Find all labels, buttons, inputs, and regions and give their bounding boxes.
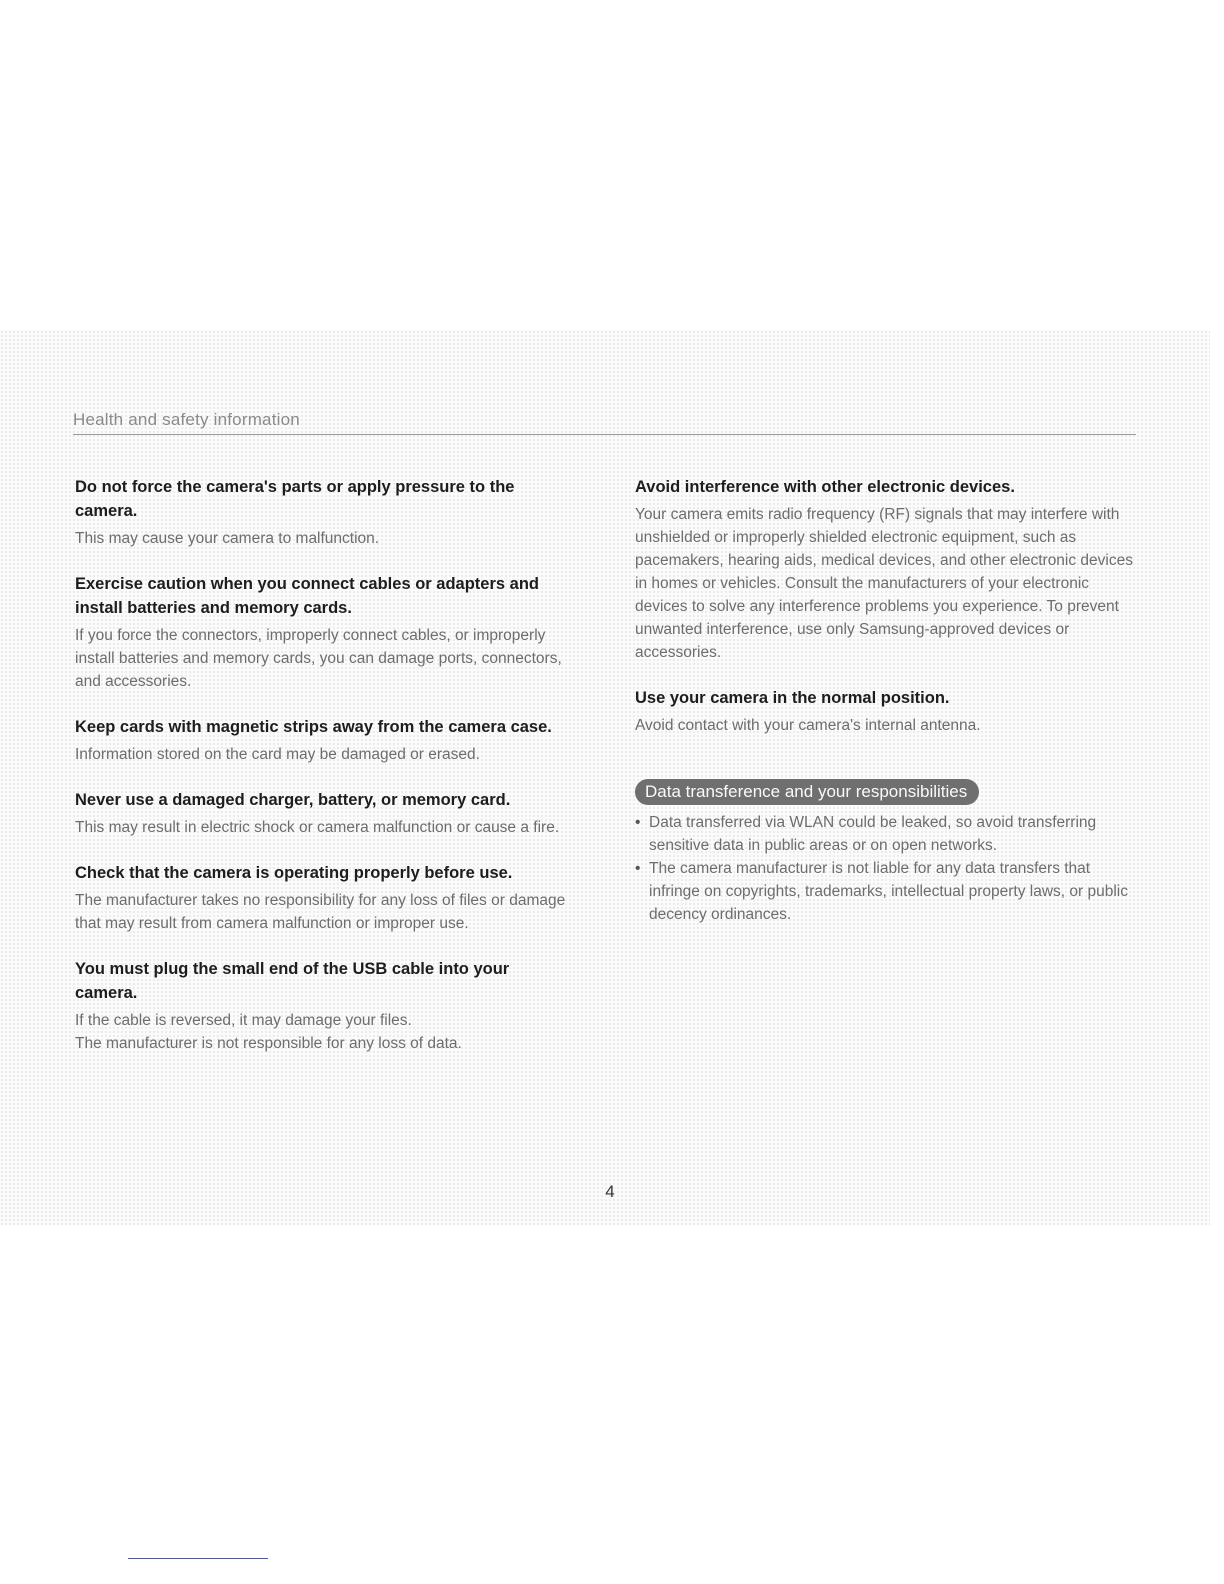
safety-item-heading: You must plug the small end of the USB cable into your camera. (75, 960, 510, 1002)
safety-item-body: Information stored on the card may be damaged or erased. (75, 746, 480, 763)
safety-item-body: Your camera emits radio frequency (RF) signals that may interfere with unshielded or improperly shielded electronic equipment, such as pacemakers, hearing aids, medical devices, and other electronic devices in homes or vehicles. Consult the manufacturers of your electronic devices to solve any interference problems you experience. To prevent unwanted interference, use only Samsung-approved devices or accessories. (635, 506, 1133, 661)
callout-box (635, 759, 1135, 926)
safety-item (635, 686, 1135, 737)
safety-item (75, 572, 575, 693)
list-item (635, 811, 1135, 857)
safety-item (75, 475, 575, 550)
safety-item-body: This may cause your camera to malfunction. (75, 530, 380, 547)
callout-list (635, 811, 1135, 926)
safety-item (635, 475, 1135, 664)
safety-item-body: Avoid contact with your camera's internal antenna. (635, 717, 981, 734)
page-number: 4 (605, 1182, 615, 1201)
safety-item (75, 957, 575, 1055)
list-item (635, 857, 1135, 926)
safety-item-body: The manufacturer takes no responsibility for any loss of files or damage that may result from camera malfunction or improper use. (75, 892, 566, 932)
safety-item-heading: Check that the camera is operating properly before use. (75, 864, 513, 882)
safety-item (75, 861, 575, 935)
list-item-text: Data transferred via WLAN could be leaked, so avoid transferring sensitive data in public areas or on open networks. (649, 814, 1097, 854)
callout-title: Data transference and your responsibilities (635, 779, 979, 805)
left-column (75, 475, 575, 1077)
safety-item (75, 788, 575, 839)
safety-item-heading: Use your camera in the normal position. (635, 689, 950, 707)
list-item-text: The camera manufacturer is not liable for any data transfers that infringe on copyrights, trademarks, intellectual property laws, or public decency ordinances. (649, 860, 1129, 923)
safety-item-heading: Keep cards with magnetic strips away from the camera case. (75, 718, 552, 736)
safety-item-body: If you force the connectors, improperly connect cables, or improperly install batteries and memory cards, you can damage ports, connectors, and accessories. (75, 627, 562, 690)
safety-item-heading: Exercise caution when you connect cables or adapters and install batteries and memory cards. (75, 575, 539, 617)
bullet-icon: • (635, 814, 641, 831)
safety-item-body: This may result in electric shock or camera malfunction or cause a fire. (75, 819, 560, 836)
footer-divider (128, 1558, 268, 1559)
safety-item (75, 715, 575, 766)
safety-item-body: The manufacturer is not responsible for any loss of data. (75, 1035, 462, 1052)
bullet-icon: • (635, 860, 641, 877)
safety-item-heading: Avoid interference with other electronic devices. (635, 478, 1015, 496)
right-column (635, 475, 1135, 926)
safety-item-body: If the cable is reversed, it may damage your files. (75, 1012, 412, 1029)
safety-item-heading: Do not force the camera's parts or apply pressure to the camera. (75, 478, 515, 520)
page-header (73, 410, 1136, 435)
section-title: Health and safety information (73, 410, 300, 429)
safety-item-heading: Never use a damaged charger, battery, or memory card. (75, 791, 511, 809)
